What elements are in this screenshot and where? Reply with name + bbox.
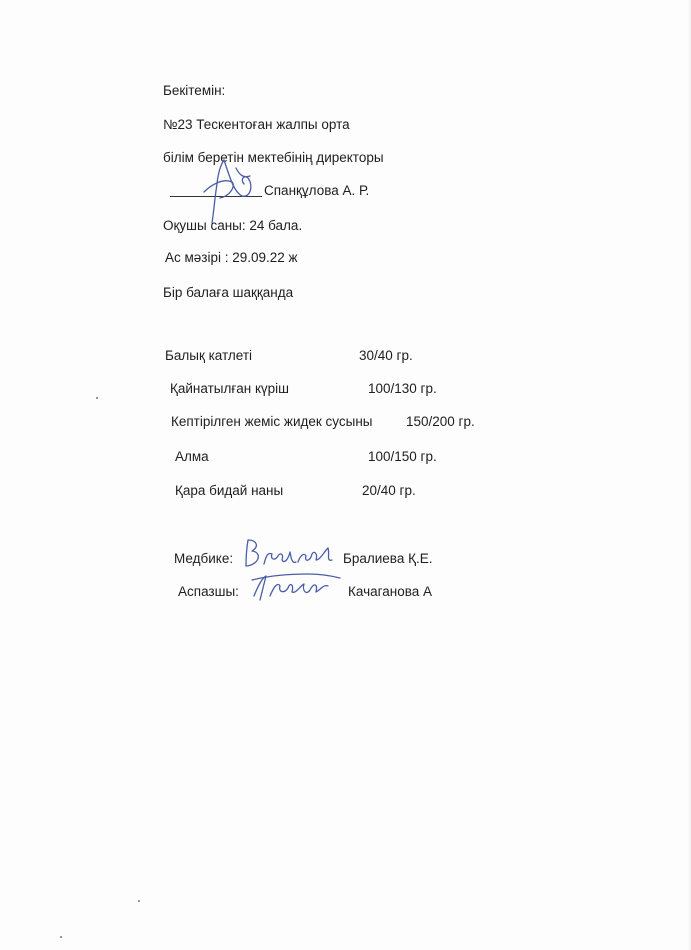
school-line-1: №23 Тескентоған жалпы орта [163, 117, 350, 132]
scan-speck [138, 900, 140, 902]
menu-item-name: Алма [175, 449, 209, 464]
menu-item-name: Қара бидай наны [175, 483, 284, 498]
menu-item-portion: 20/40 гр. [362, 483, 416, 498]
nurse-signature [238, 536, 342, 572]
cook-label: Аспазшы: [178, 584, 239, 599]
menu-item-portion: 100/130 гр. [368, 381, 437, 396]
menu-item-name: Қайнатылған күріш [170, 381, 289, 396]
menu-item-portion: 150/200 гр. [406, 414, 475, 429]
menu-item-name: Балық катлеті [165, 348, 253, 363]
scan-speck [96, 397, 98, 399]
menu-item-portion: 30/40 гр. [359, 348, 413, 363]
cook-signature [248, 568, 344, 604]
students-count: Оқушы саны: 24 бала. [163, 218, 303, 233]
director-signature [190, 148, 270, 228]
menu-date: Ас мәзірі : 29.09.22 ж [165, 250, 298, 265]
director-name: Спанқұлова А. Р. [264, 183, 370, 198]
nurse-name: Бралиева Қ.Е. [343, 551, 433, 566]
nurse-label: Медбике: [174, 551, 234, 566]
approve-heading: Бекітемін: [163, 83, 226, 98]
per-child-heading: Бір балаға шаққанда [163, 285, 294, 300]
scan-speck [60, 936, 62, 938]
menu-item-name: Кептірілген жеміс жидек сусыны [171, 414, 373, 429]
cook-name: Качаганова А [348, 584, 432, 599]
school-line-2: білім беретін мектебінің директоры [163, 150, 384, 165]
menu-item-portion: 100/150 гр. [368, 449, 437, 464]
